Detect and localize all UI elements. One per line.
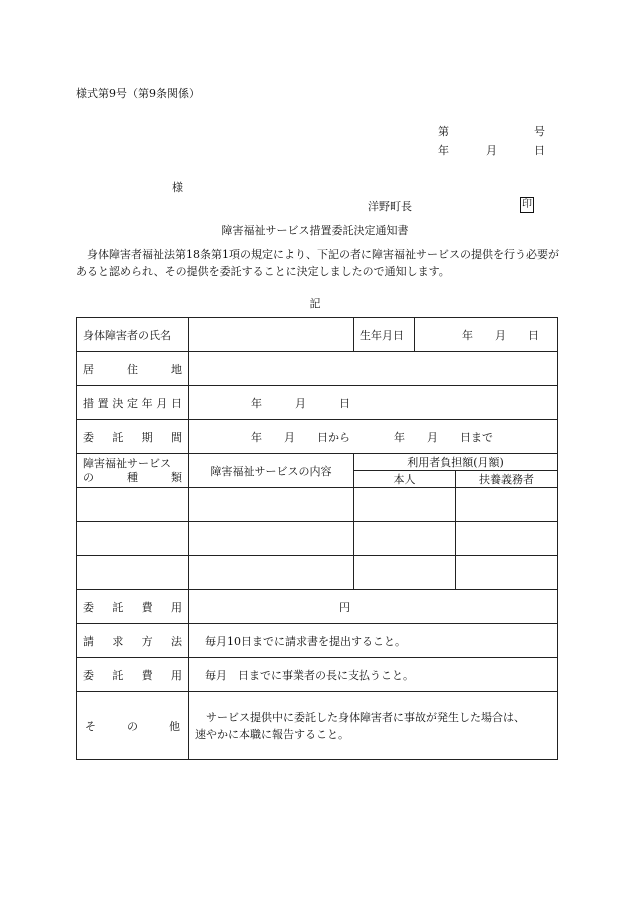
service-content-cell[interactable] — [189, 522, 354, 556]
service-type-cell[interactable] — [77, 522, 189, 556]
body-paragraph: 身体障害者福祉法第18条第1項の規定により、下記の者に障害福祉サービスの提供を行う必要があると認められ、その提供を委託することに決定しましたので通知します。 — [76, 248, 559, 278]
payment-label: 委 託 費 用 — [77, 658, 189, 692]
note-mark: 記 — [309, 297, 321, 310]
decision-date-value[interactable]: 年 月 日 — [189, 386, 558, 420]
billing-label: 請 求 方 法 — [77, 624, 189, 658]
service-content-label: 障害福祉サービスの内容 — [189, 454, 354, 488]
date-day: 日 — [534, 144, 545, 157]
seal-stamp: 印 — [520, 197, 534, 213]
number-suffix: 号 — [534, 125, 545, 138]
other-value: サービス提供中に委託した身体障害者に事故が発生した場合は、 速やかに本職に報告すること。 — [189, 692, 558, 760]
residence-label: 居 住 地 — [77, 352, 189, 386]
table-row — [77, 454, 558, 471]
document-title: 障害福祉サービス措置委託決定通知書 — [221, 224, 409, 237]
service-type-label: 障害福祉サービス の 種 類 — [77, 454, 189, 488]
table-row — [77, 420, 558, 454]
name-label: 身体障害者の氏名 — [77, 318, 189, 352]
service-content-cell[interactable] — [189, 488, 354, 522]
burden-self-cell[interactable] — [354, 488, 456, 522]
form-label: 様式第9号（第9条関係） — [76, 87, 200, 100]
burden-guardian-label: 扶養義務者 — [456, 471, 558, 488]
period-label: 委 託 期 間 — [77, 420, 189, 454]
period-value[interactable]: 年 月 日から 年 月 日まで — [189, 420, 558, 454]
date-month: 月 — [486, 144, 497, 157]
details-table — [76, 317, 558, 760]
other-label: そ の 他 — [77, 692, 189, 760]
burden-label: 利用者負担額(月額) — [354, 454, 558, 471]
burden-self-label: 本人 — [354, 471, 456, 488]
table-row — [77, 352, 558, 386]
table-row — [77, 318, 558, 352]
table-row — [77, 488, 558, 522]
service-type-cell[interactable] — [77, 556, 189, 590]
table-row — [77, 692, 558, 760]
addressee-suffix: 様 — [172, 181, 183, 194]
fee-label: 委 託 費 用 — [77, 590, 189, 624]
fee-value[interactable]: 円 — [189, 590, 558, 624]
birth-label: 生年月日 — [354, 318, 415, 352]
table-row — [77, 658, 558, 692]
service-content-cell[interactable] — [189, 556, 354, 590]
table-row — [77, 590, 558, 624]
issuer-name: 洋野町長 — [368, 200, 412, 213]
burden-guardian-cell[interactable] — [456, 488, 558, 522]
table-row — [77, 522, 558, 556]
burden-guardian-cell[interactable] — [456, 556, 558, 590]
table-row — [77, 386, 558, 420]
decision-date-label: 措 置 決 定 年 月 日 — [77, 386, 189, 420]
table-row — [77, 556, 558, 590]
date-year: 年 — [438, 144, 449, 157]
seal-mark — [520, 197, 534, 213]
number-prefix: 第 — [438, 125, 449, 138]
birth-value[interactable]: 年 月 日 — [415, 318, 558, 352]
billing-value: 毎月10日までに請求書を提出すること。 — [189, 624, 558, 658]
burden-guardian-cell[interactable] — [456, 522, 558, 556]
residence-value[interactable] — [189, 352, 558, 386]
burden-self-cell[interactable] — [354, 556, 456, 590]
table-row — [77, 624, 558, 658]
service-type-cell[interactable] — [77, 488, 189, 522]
burden-self-cell[interactable] — [354, 522, 456, 556]
payment-value: 毎月 日までに事業者の長に支払うこと。 — [189, 658, 558, 692]
name-value[interactable] — [189, 318, 354, 352]
